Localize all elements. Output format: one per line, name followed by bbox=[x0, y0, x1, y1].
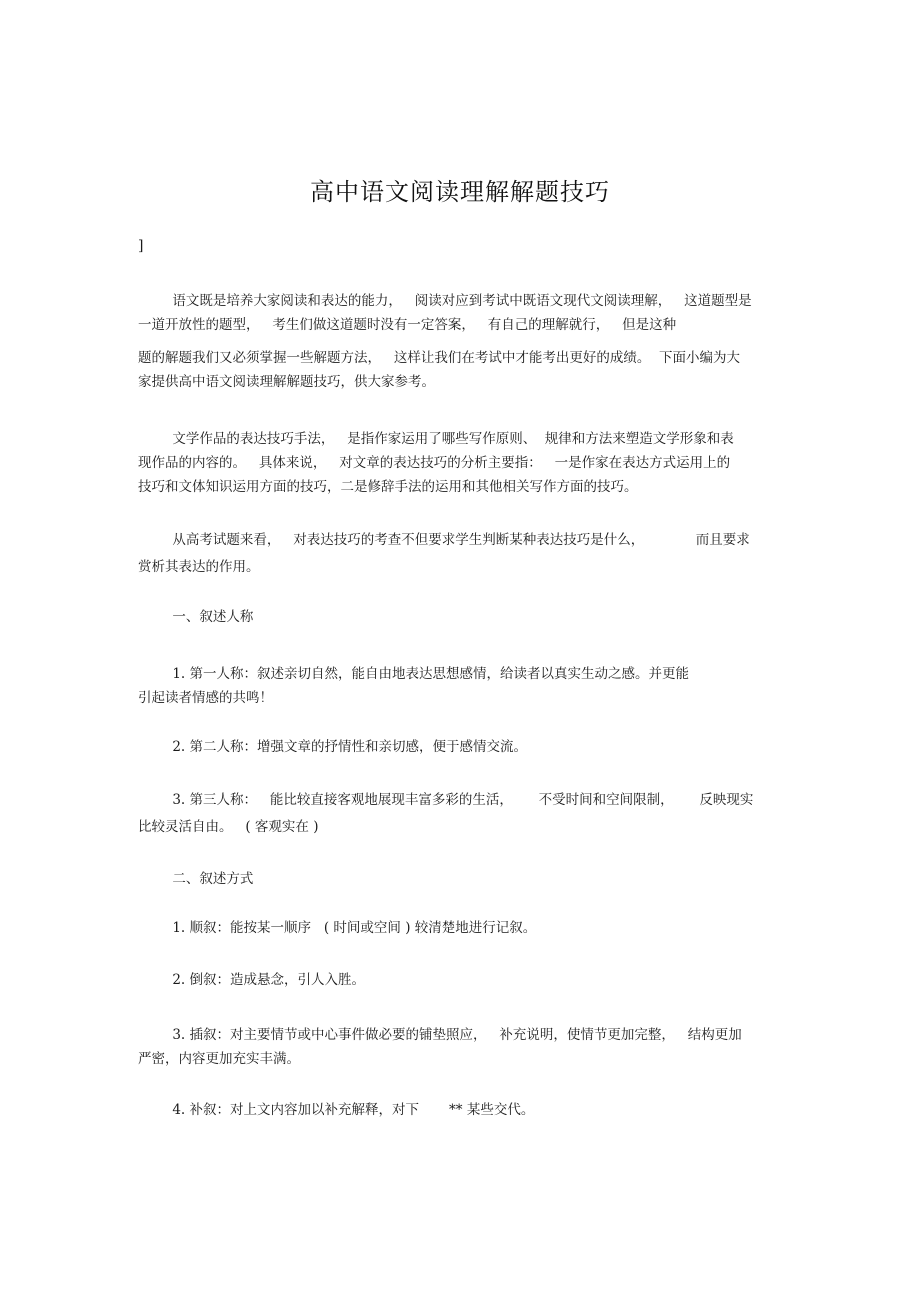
s1-item1-line-2: 引起读者情感的共鸣！ bbox=[138, 690, 273, 706]
s1-item3-line-2: 比较灵活自由。 ( 客观实在 ) bbox=[138, 819, 319, 835]
s1-item1-line-1: 1. 第一人称：叙述亲切自然，能自由地表达思想感情，给读者以真实生动之感。并更能 bbox=[138, 666, 690, 682]
para2-line-3: 技巧和文体知识运用方面的技巧，二是修辞手法的运用和其他相关写作方面的技巧。 bbox=[138, 479, 638, 495]
section2-heading: 二、叙述方式 bbox=[138, 871, 254, 887]
s2-item2: 2. 倒叙：造成悬念，引人入胜。 bbox=[138, 972, 366, 988]
intro-line-2: 一道开放性的题型， 考生们做这道题时没有一定答案， 有自己的理解就行， 但是这种 bbox=[138, 317, 677, 333]
s2-item3-line-2: 严密，内容更加充实丰满。 bbox=[138, 1051, 300, 1067]
para3-line-1: 从高考试题来看， 对表达技巧的考查不但要求学生判断某种表达技巧是什么， 而且要求 bbox=[138, 532, 750, 548]
para2-line-2: 现作品的内容的。 具体来说， 对文章的表达技巧的分析主要指： 一是作家在表达方式运用上的 bbox=[138, 455, 731, 471]
page-title: 高中语文阅读理解解题技巧 bbox=[310, 178, 610, 206]
para2-line-1: 文学作品的表达技巧手法， 是指作家运用了哪些写作原则、 规律和方法来塑造文学形象和表 bbox=[138, 431, 734, 447]
intro-line-3: 题的解题我们又必须掌握一些解题方法， 这样让我们在考试中才能考出更好的成绩。 下面小编为大 bbox=[138, 350, 740, 366]
s2-item3-line-1: 3. 插叙：对主要情节或中心事件做必要的铺垫照应， 补充说明，使情节更加完整， 结构更加 bbox=[138, 1027, 742, 1043]
intro-line-4: 家提供高中语文阅读理解解题技巧，供大家参考。 bbox=[138, 374, 435, 390]
s1-item3-line-1: 3. 第三人称： 能比较直接客观地展现丰富多彩的生活， 不受时间和空间限制， 反映现实 bbox=[138, 792, 754, 808]
stray-bracket: ] bbox=[138, 238, 144, 254]
intro-line-1: 语文既是培养大家阅读和表达的能力， 阅读对应到考试中既语文现代文阅读理解， 这道题型是 bbox=[138, 293, 752, 309]
section1-heading: 一、叙述人称 bbox=[138, 609, 254, 625]
s2-item1: 1. 顺叙：能按某一顺序 ( 时间或空间 ) 较清楚地进行记叙。 bbox=[138, 920, 537, 936]
s1-item2: 2. 第二人称：增强文章的抒情性和亲切感，便于感情交流。 bbox=[138, 739, 528, 755]
para3-line-2: 赏析其表达的作用。 bbox=[138, 559, 260, 575]
s2-item4: 4. 补叙：对上文内容加以补充解释，对下 ** 某些交代。 bbox=[138, 1102, 535, 1118]
